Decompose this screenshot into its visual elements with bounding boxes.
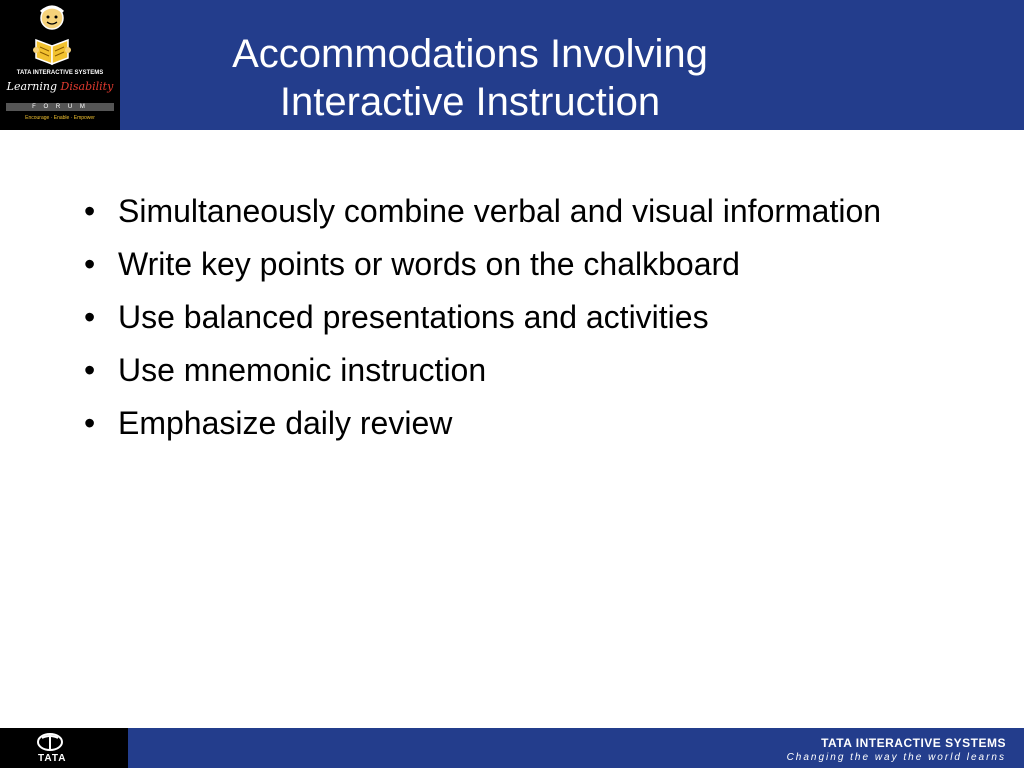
footer-brand [787,736,1006,763]
bullet-dot-icon: • [84,352,96,388]
logo-tagline: Encourage · Enable · Empower [25,115,95,121]
footer-banner [0,728,1024,768]
bullet-dot-icon: • [84,246,96,282]
footer-tagline: Changing the way the world learns [786,752,1006,763]
slide-title-line1: Accommodations Involving [232,32,708,76]
bullet-text: Emphasize daily review [118,405,453,441]
logo-forum-text: F O R U M [6,103,114,111]
bullet-text: Use balanced presentations and activities [118,299,709,335]
footer-tata-text: TATA [38,753,67,764]
bullet-list [80,190,900,455]
bullet-item [80,402,900,444]
logo-name-part2: Disability [60,80,114,93]
bullet-dot-icon: • [84,193,96,229]
bullet-item [80,296,900,338]
bullet-text: Use mnemonic instruction [118,352,487,388]
header-banner [0,0,1024,130]
footer-tata-logo [0,728,128,768]
logo-name-part1: Learning [6,80,58,93]
tata-logo-icon [36,732,64,752]
slide-title-line2: Interactive Instruction [279,80,661,124]
logo-company-text: TATA INTERACTIVE SYSTEMS [16,70,104,76]
bullet-dot-icon: • [84,299,96,335]
learning-disability-forum-logo [0,0,120,130]
bullet-dot-icon: • [84,405,96,441]
bullet-item [80,243,900,285]
bullet-item [80,190,900,232]
logo-name [4,80,116,93]
slide-title [170,30,770,126]
footer-brand-name: TATA INTERACTIVE SYSTEMS [821,736,1006,750]
bullet-item [80,349,900,391]
bullet-text: Write key points or words on the chalkboard [118,246,740,282]
bullet-text: Simultaneously combine verbal and visual information [118,193,882,229]
